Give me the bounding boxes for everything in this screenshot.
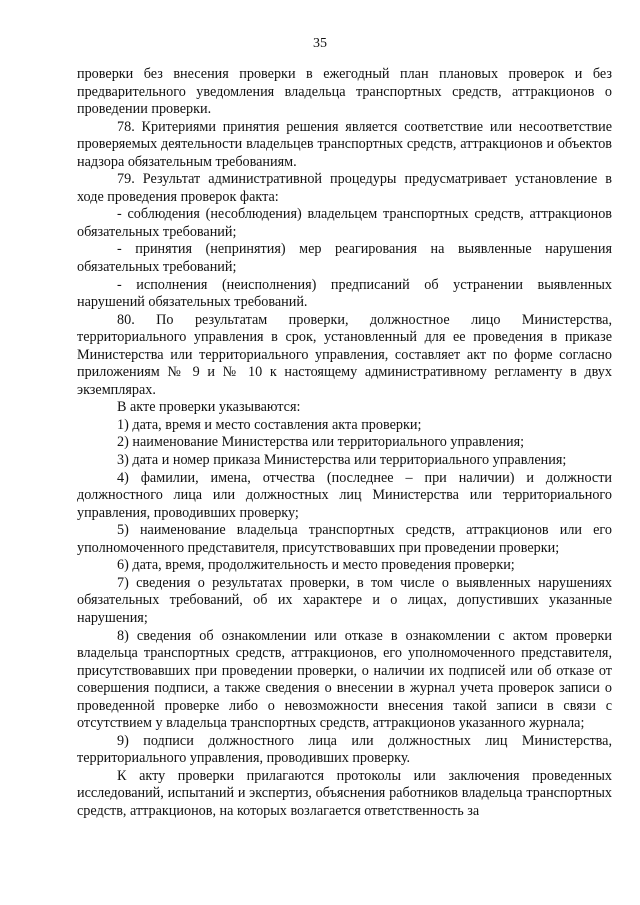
list-item-orders: - исполнения (неисполнения) предписаний об устранении выявленных нарушений обязательных требований. (77, 276, 612, 311)
paragraph-continuation: проверки без внесения проверки в ежегодный план плановых проверок и без предварительного уведомления владельца транспортных средств, аттракционов о проведении проверки. (77, 66, 612, 118)
list-item-compliance: - соблюдения (несоблюдения) владельцем транспортных средств, аттракционов обязательных требований; (77, 206, 612, 240)
attachments-paragraph: К акту проверки прилагаются протоколы или заключения проведенных исследований, испытаний и экспертиз, объяснения работников владельца транспортных средств, аттракционов, на которых возлагается ответственность за (77, 767, 612, 819)
paragraph-80: 80. По результатам проверки, должностное лицо Министерства, территориального управления в срок, установленный для ее проведения в приказе Министерства или территориального управления, составляет акт по форме согласно приложениям № 9 и № 10 к настоящему административному регламенту в двух экземплярах. (77, 311, 612, 398)
act-contents-heading: В акте проверки указываются: (117, 399, 301, 416)
act-item-4: 4) фамилии, имена, отчества (последнее – при наличии) и должности должностного лица или должностных лиц Министерства или территориального управления, проводивших проверку; (77, 469, 612, 521)
act-item-2: 2) наименование Министерства или территориального управления; (117, 434, 525, 451)
paragraph-78: 78. Критериями принятия решения является соответствие или несоответствие проверяемых деятельности владельцев транспортных средств, аттракционов и объектов надзора обязательным требованиям. (77, 118, 612, 170)
act-item-1: 1) дата, время и место составления акта проверки; (117, 416, 422, 433)
document-body (77, 66, 612, 821)
act-item-7: 7) сведения о результатах проверки, в том числе о выявленных нарушениях обязательных требований, об их характере и о лицах, допустивших указанные нарушения; (77, 574, 612, 626)
act-item-9: 9) подписи должностного лица или должностных лиц Министерства, территориального управления, проводивших проверку. (77, 732, 612, 767)
list-item-measures: - принятия (непринятия) мер реагирования на выявленные нарушения обязательных требований; (77, 241, 612, 276)
act-item-5: 5) наименование владельца транспортных средств, аттракционов или его уполномоченного представителя, присутствовавших при проведении проверки; (77, 522, 612, 556)
page-number: 35 (313, 36, 327, 51)
act-item-8: 8) сведения об ознакомлении или отказе в ознакомлении с актом проверки владельца транспортных средств, аттракционов, его уполномоченного представителя, присутствовавших при проведении проверки, о наличии их подписей или об отказе от совершения подписи, а также сведения о внесении в журнал учета проверок записи о проведенной проверке либо о невозможности внесения такой записи в связи с отсутствием у владельца транспортных средств, аттракционов указанного журнала; (77, 627, 612, 732)
act-item-3: 3) дата и номер приказа Министерства или территориального управления; (117, 452, 567, 469)
paragraph-79: 79. Результат административной процедуры предусматривает установление в ходе проведения проверок факта: (77, 171, 612, 205)
act-item-6: 6) дата, время, продолжительность и место проведения проверки; (117, 557, 515, 574)
